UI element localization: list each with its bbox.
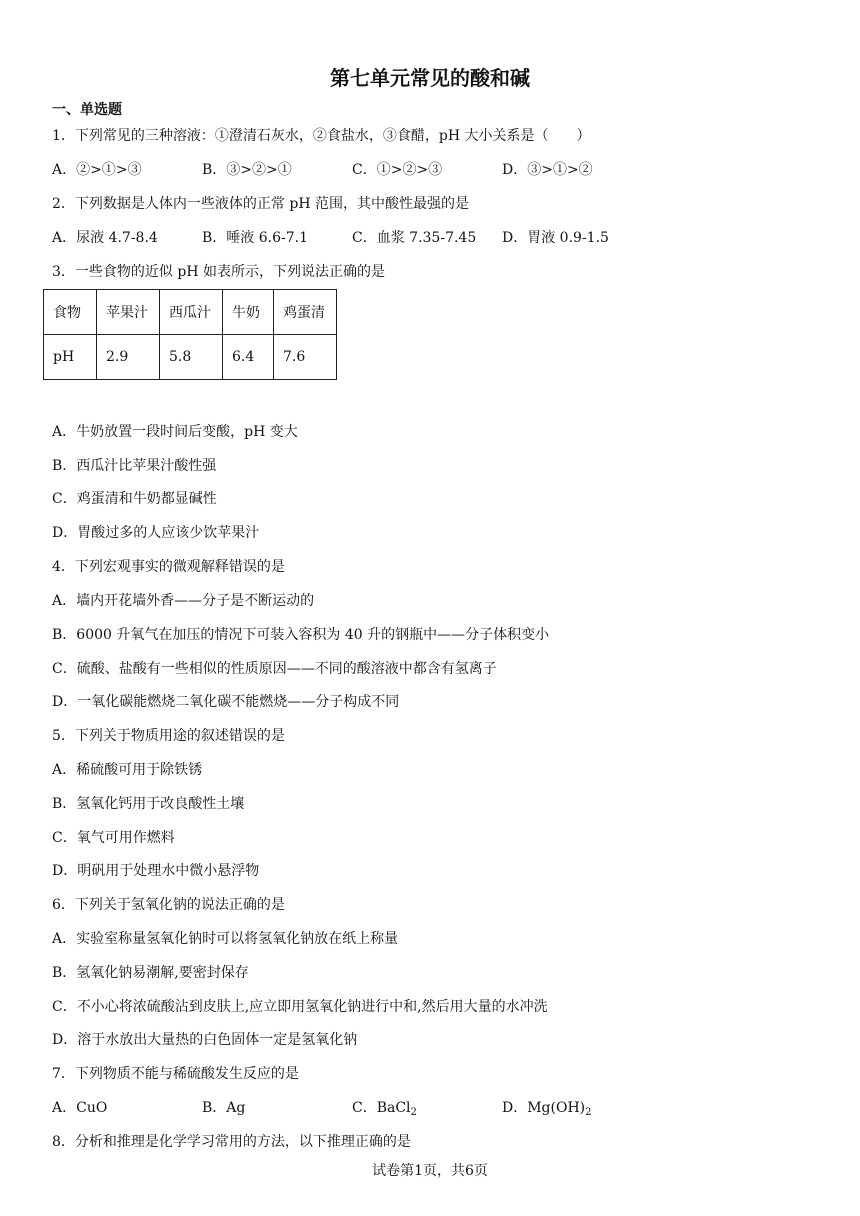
q7-option-b: B．Ag: [202, 1100, 246, 1116]
table-cell: 鸡蛋清: [274, 290, 337, 335]
page-footer: 试卷第1页，共6页: [372, 1163, 488, 1179]
table-cell: 7.6: [274, 335, 337, 380]
section-heading: 一、单选题: [52, 102, 122, 118]
table-cell: 牛奶: [223, 290, 274, 335]
ph-table: [43, 289, 337, 380]
q6-option-b: B．氢氧化钠易潮解,要密封保存: [52, 965, 249, 981]
q3-option-c: C．鸡蛋清和牛奶都显碱性: [52, 491, 217, 507]
q4-option-b: B．6000 升氧气在加压的情况下可装入容积为 40 升的钢瓶中——分子体积变小: [52, 627, 550, 643]
q4-option-d: D．一氧化碳能燃烧二氧化碳不能燃烧——分子构成不同: [52, 694, 400, 710]
question-5-stem: 5．下列关于物质用途的叙述错误的是: [52, 728, 285, 744]
page-title: 第七单元常见的酸和碱: [330, 66, 530, 90]
q5-option-a: A．稀硫酸可用于除铁锈: [52, 762, 203, 778]
table-cell: 苹果汁: [97, 290, 160, 335]
q6-option-c: C．不小心将浓硫酸沾到皮肤上,应立即用氢氧化钠进行中和,然后用大量的水冲洗: [52, 999, 548, 1015]
question-3-stem: 3．一些食物的近似 pH 如表所示，下列说法正确的是: [52, 264, 385, 280]
table-header-row: [44, 290, 337, 335]
q5-option-c: C．氧气可用作燃料: [52, 830, 175, 846]
q6-option-a: A．实验室称量氢氧化钠时可以将氢氧化钠放在纸上称量: [52, 931, 399, 947]
q1-option-c: C．①>②>③: [352, 162, 443, 178]
q5-option-d: D．明矾用于处理水中微小悬浮物: [52, 863, 260, 879]
table-cell: 西瓜汁: [160, 290, 223, 335]
table-cell: 2.9: [97, 335, 160, 380]
question-2-stem: 2．下列数据是人体内一些液体的正常 pH 范围，其中酸性最强的是: [52, 196, 469, 212]
q2-option-a: A．尿液 4.7-8.4: [52, 230, 158, 246]
q6-option-d: D．溶于水放出大量热的白色固体一定是氢氧化钠: [52, 1032, 358, 1048]
table-cell: 食物: [44, 290, 97, 335]
q7-option-d: D．$Mg(OH)_2$: [502, 1100, 592, 1118]
q2-option-c: C．血浆 7.35-7.45: [352, 230, 477, 246]
q4-option-c: C．硫酸、盐酸有一些相似的性质原因——不同的酸溶液中都含有氢离子: [52, 661, 497, 677]
q2-option-d: D．胃液 0.9-1.5: [502, 230, 609, 246]
table-cell: 5.8: [160, 335, 223, 380]
question-1-stem: 1．下列常见的三种溶液：①澄清石灰水，②食盐水，③食醋，pH 大小关系是（ ）: [52, 128, 591, 144]
q7-option-a: A．CuO: [52, 1100, 108, 1116]
q1-option-b: B．③>②>①: [202, 162, 292, 178]
q2-option-b: B．唾液 6.6-7.1: [202, 230, 308, 246]
table-row: [44, 335, 337, 380]
q1-option-a: A．②>①>③: [52, 162, 142, 178]
q4-option-a: A．墙内开花墙外香——分子是不断运动的: [52, 593, 315, 609]
question-4-stem: 4．下列宏观事实的微观解释错误的是: [52, 559, 285, 575]
q3-option-d: D．胃酸过多的人应该少饮苹果汁: [52, 525, 260, 541]
question-8-stem: 8．分析和推理是化学学习常用的方法，以下推理正确的是: [52, 1134, 411, 1150]
q7-option-c: C．BaCl$_2$: [352, 1100, 417, 1118]
q3-option-b: B．西瓜汁比苹果汁酸性强: [52, 458, 217, 474]
table-cell: 6.4: [223, 335, 274, 380]
q5-option-b: B．氢氧化钙用于改良酸性土壤: [52, 796, 245, 812]
question-7-stem: 7．下列物质不能与稀硫酸发生反应的是: [52, 1066, 299, 1082]
question-6-stem: 6．下列关于氢氧化钠的说法正确的是: [52, 897, 285, 913]
q3-option-a: A．牛奶放置一段时间后变酸，pH 变大: [52, 424, 298, 440]
q1-option-d: D．③>①>②: [502, 162, 593, 178]
table-cell: pH: [44, 335, 97, 380]
